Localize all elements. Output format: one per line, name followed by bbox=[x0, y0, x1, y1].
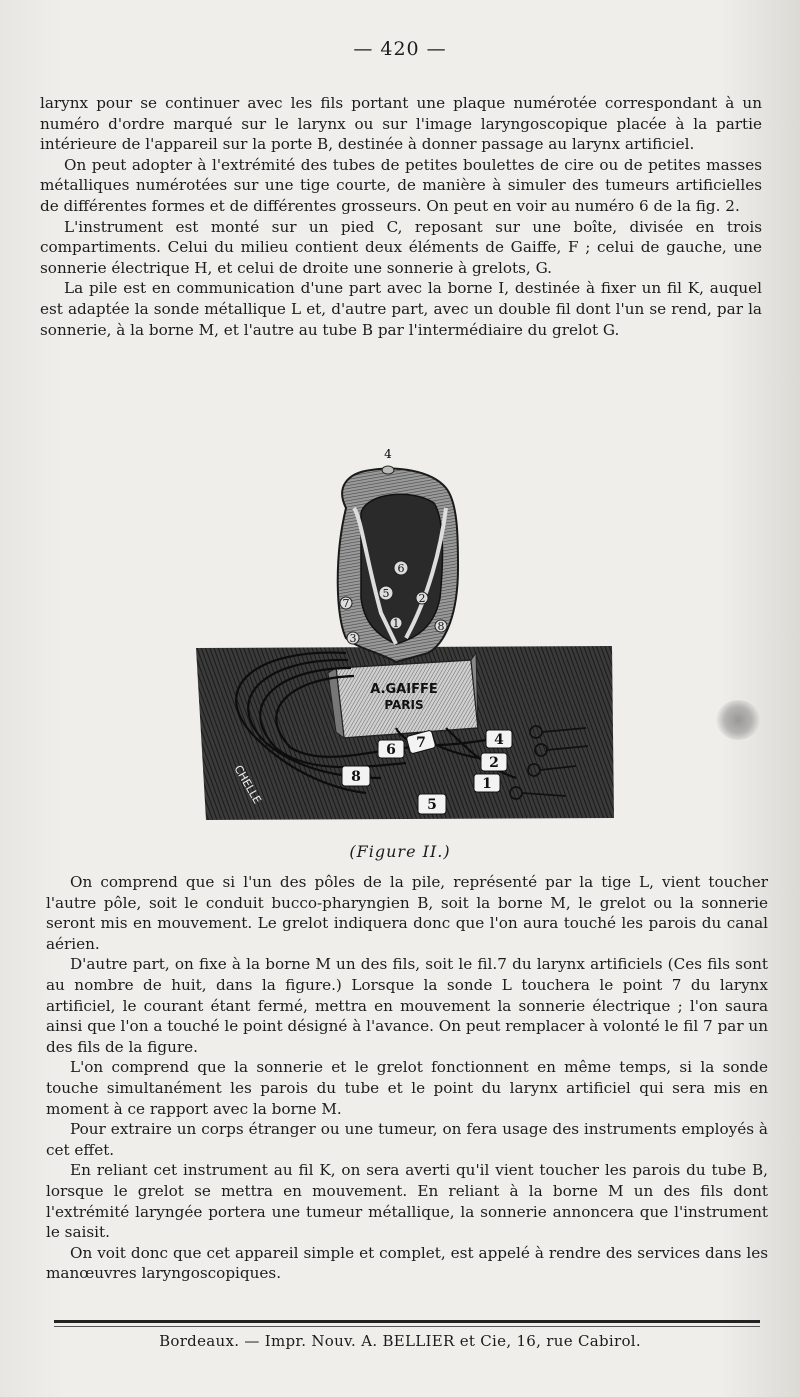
paragraph: D'autre part, on fixe à la borne M un des fils, soit le fil.7 du larynx artificiels (Ces fils sont au nombre de huit, dans la figure.) Lorsque la sonde L touchera le point 7 du larynx artificiel, le courant étant fermé, mettra en mouvement la sonnerie électrique ; l'on saura ainsi que l'on a touché le point désigné à l'avance. On peut remplacer à volonté le fil 7 par un des fils de la figure. bbox=[46, 955, 768, 1056]
paragraph: On peut adopter à l'extrémité des tubes de petites boulettes de cire ou de petites masses métalliques numérotées sur une tige courte, de manière à simuler des tumeurs artificielles de différentes formes et de différentes grosseurs. On peut en voir au numéro 6 de la fig. 2. bbox=[40, 155, 762, 215]
wire-tag: 8 bbox=[351, 769, 361, 785]
larynx-apparatus-engraving bbox=[196, 448, 614, 833]
paragraph: En reliant cet instrument au fil K, on sera averti qu'il vient toucher les parois du tube B, lorsque le grelot se mettra en mouvement. En reliant à la borne M un des fils dont l'extrémité laryngée portera une tumeur métallique, la sonnerie annoncera que l'instrument le saisit. bbox=[46, 1161, 768, 1242]
paragraph: La pile est en communication d'une part avec la borne I, destinée à fixer un fil K, auquel est adaptée la sonde métallique L et, d'autre part, avec un double fil dont l'un se rend, par la sonnerie, à la borne M, et l'autre au tube B par l'intermédiaire du grelot G. bbox=[40, 279, 762, 339]
printer-imprint: Bordeaux. — Impr. Nouv. A. BELLIER et Cie, 16, rue Cabirol. bbox=[159, 1332, 641, 1350]
figure-caption: (Figure II.) bbox=[349, 842, 451, 861]
inner-number: 2 bbox=[418, 592, 426, 605]
footer-rule-thin bbox=[54, 1326, 760, 1327]
paragraph: L'instrument est monté sur un pied C, reposant sur une boîte, divisée en trois compartiments. Celui du milieu contient deux éléments de Gaiffe, F ; celui de gauche, une sonnerie électrique H, et celui de droite une sonnerie à grelots, G. bbox=[40, 217, 762, 277]
wire-tag: 2 bbox=[489, 755, 499, 771]
inner-number: 6 bbox=[397, 562, 405, 575]
paragraph: Pour extraire un corps étranger ou une tumeur, on fera usage des instruments employés à cet effet. bbox=[46, 1120, 768, 1159]
engraver-signature: CHELLE bbox=[231, 763, 264, 806]
inner-number: 8 bbox=[437, 620, 445, 633]
wire-tag: 1 bbox=[482, 776, 492, 792]
inner-number: 7 bbox=[342, 597, 350, 610]
paragraph: larynx pour se continuer avec les fils portant une plaque numérotée correspondant à un numéro d'ordre marqué sur le larynx ou sur l'image laryngoscopique placée à la partie intérieure de l'appareil sur la porte B, destinée à donner passage au larynx artificiel. bbox=[40, 94, 762, 154]
page-number: — 420 — bbox=[353, 38, 447, 60]
figure-illustration bbox=[196, 448, 614, 833]
box-label-line1: A.GAIFFE bbox=[370, 682, 438, 697]
paragraph: On voit donc que cet appareil simple et complet, est appelé à rendre des services dans les manœuvres laryngoscopiques. bbox=[46, 1243, 768, 1283]
box-label-line2: PARIS bbox=[384, 698, 424, 712]
wire-tag: 4 bbox=[494, 732, 504, 748]
inner-number: 3 bbox=[349, 632, 357, 645]
wire-tag: 7 bbox=[416, 735, 426, 751]
paragraph: L'on comprend que la sonnerie et le grelot fonctionnent en même temps, si la sonde touche simultanément les parois du tube et le point du larynx artificiel qui sera mis en moment à ce rapport avec la borne M. bbox=[46, 1058, 768, 1118]
footer-rule bbox=[54, 1320, 760, 1323]
paragraph: On comprend que si l'un des pôles de la pile, représenté par la tige L, vient toucher l'autre pôle, soit le conduit bucco-pharyngien B, soit la borne M, le grelot ou la sonnerie seront mis en mouvement. Le grelot indiquera donc que l'on aura touché les parois du canal aérien. bbox=[46, 873, 768, 953]
ink-blot bbox=[716, 700, 760, 740]
inner-number: 1 bbox=[392, 617, 400, 630]
inner-number: 5 bbox=[382, 587, 390, 600]
wire-tag: 6 bbox=[386, 742, 396, 758]
figure-top-marker: 4 bbox=[384, 448, 392, 461]
bottom-text-block bbox=[46, 872, 768, 1284]
top-text-block bbox=[40, 93, 762, 340]
wire-tag: 5 bbox=[427, 797, 437, 813]
